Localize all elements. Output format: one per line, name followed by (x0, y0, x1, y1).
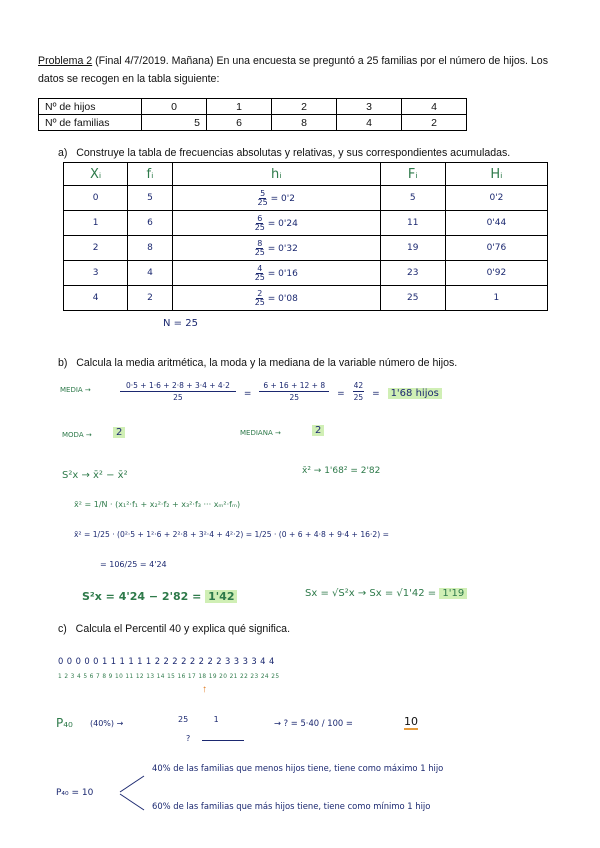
table-header-row (64, 163, 548, 186)
variance-result-value: 1'42 (205, 590, 237, 603)
cell-h (172, 261, 380, 286)
table-cell: 8 (272, 115, 337, 131)
frequency-table (63, 162, 548, 311)
cell-h (172, 211, 380, 236)
h-num: 2 (257, 288, 263, 298)
part-c-question (58, 620, 290, 638)
cell-H: 0'44 (445, 211, 547, 236)
cell-h (172, 236, 380, 261)
header-h: hᵢ (172, 163, 380, 186)
media-eq2-num: 6 + 16 + 12 + 8 (259, 380, 329, 392)
data-table (38, 98, 467, 131)
problem-intro-2: datos se recogen en la tabla siguiente: (38, 73, 220, 85)
table-cell: 6 (207, 115, 272, 131)
media-eq3-den: 25 (353, 393, 364, 402)
p40-meaning-1: 40% de las familias que menos hijos tiene, tiene como máximo 1 hijo (152, 763, 444, 773)
part-b-text: Calcula la media aritmética, la moda y la mediana de la variable número de hijos. (76, 357, 458, 369)
table-cell: Nº de hijos (39, 99, 142, 115)
x-squared-line: x̄² → 1'68² = 2'82 (302, 466, 381, 476)
cell-x: 4 (64, 286, 128, 311)
moda-label: MODA → (62, 431, 92, 439)
p40-meaning-2: 60% de las familias que más hijos tiene, tiene como mínimo 1 hijo (152, 801, 431, 811)
part-b-label: b) (58, 357, 68, 369)
sd-formula: Sx = √S²x → Sx = √1'42 = (305, 588, 437, 599)
media-label: MEDIA → (60, 386, 91, 394)
cell-f: 5 (128, 186, 173, 211)
cell-H: 1 (445, 286, 547, 311)
cell-f: 2 (128, 286, 173, 311)
cell-F: 23 (380, 261, 445, 286)
media-formula: $\frac{0\cdot 5 + 1\cdot 6 + 2\cdot 8 + 3\cdot 4 + 4\cdot 2}{25}$ = $\frac{6 + 16 + 12 + 8}{25}$ = $\frac{42}{25}$ = 1'68 hijos (120, 380, 442, 403)
problem-statement (38, 52, 578, 88)
table-row (64, 186, 548, 211)
h-den: 25 (254, 297, 265, 307)
cell-H: 0'92 (445, 261, 547, 286)
table-cell: 0 (142, 99, 207, 115)
table-row (64, 236, 548, 261)
p40-percent: (40%) → (90, 719, 124, 728)
h-den: 25 (254, 272, 265, 282)
part-a-text: Construye la tabla de frecuencias absolutas y relativas, y sus correspondientes acumuladas. (76, 147, 511, 159)
h-num: 4 (257, 263, 263, 273)
cell-h (172, 186, 380, 211)
part-c-text: Calcula el Percentil 40 y explica qué significa. (75, 623, 291, 635)
cell-H: 0'76 (445, 236, 547, 261)
p40-result: 10 (404, 715, 418, 728)
table-row (39, 115, 467, 131)
part-a-label: a) (58, 147, 68, 159)
table-cell: 5 (142, 115, 207, 131)
variance-result (82, 590, 237, 603)
variance-calc: x̄² = 1/25 · (0²·5 + 1²·6 + 2²·8 + 3²·4 + 4²·2) = 1/25 · (0 + 6 + 4·8 + 9·4 + 16·2) = (74, 530, 389, 539)
media-eq2-den: 25 (289, 393, 299, 402)
part-c-label: c) (58, 623, 67, 635)
problem-title: Problema 2 (38, 55, 93, 67)
sd-line (305, 588, 467, 599)
header-f: fᵢ (128, 163, 173, 186)
cell-F: 19 (380, 236, 445, 261)
h-num: 8 (257, 238, 263, 248)
part-a-question (58, 144, 510, 162)
variance-calc-2: = 106/25 = 4'24 (100, 560, 167, 569)
cell-F: 5 (380, 186, 445, 211)
cell-x: 2 (64, 236, 128, 261)
media-result: 1'68 hijos (388, 388, 442, 399)
h-num: 5 (260, 188, 266, 198)
header-H: Hᵢ (445, 163, 547, 186)
p40-marker-icon: ↑ (202, 684, 207, 695)
h-val: = 0'32 (267, 243, 298, 254)
h-val: = 0'2 (270, 193, 295, 204)
h-den: 25 (254, 247, 265, 257)
table-cell: 4 (337, 115, 402, 131)
header-x: Xᵢ (64, 163, 128, 186)
h-den: 25 (254, 222, 265, 232)
cell-F: 11 (380, 211, 445, 236)
table-row (64, 211, 548, 236)
table-cell: 2 (272, 99, 337, 115)
table-cell: 4 (402, 99, 467, 115)
variance-formula: x̄² = 1/N · (x₁²·f₁ + x₂²·f₂ + x₃²·f₃ ··· xₘ²·fₘ) (74, 500, 241, 509)
cell-h (172, 286, 380, 311)
h-val: = 0'24 (267, 218, 298, 229)
cell-f: 8 (128, 236, 173, 261)
table-cell: 1 (207, 99, 272, 115)
p40-rule-1: 25 1 (178, 715, 219, 724)
cell-x: 1 (64, 211, 128, 236)
h-den: 25 (257, 197, 268, 207)
p40-label: P₄₀ (56, 716, 73, 730)
table-cell: 3 (337, 99, 402, 115)
p40-rule-2: ? (186, 734, 191, 743)
cell-x: 3 (64, 261, 128, 286)
problem-intro-1: (Final 4/7/2019. Mañana) En una encuesta se preguntó a 25 familias por el número de hijos. Los (92, 55, 548, 67)
h-num: 6 (257, 213, 263, 223)
cell-f: 6 (128, 211, 173, 236)
h-val: = 0'08 (267, 293, 298, 304)
p40-meaning-lhs: P₄₀ = 10 (56, 788, 94, 798)
cell-f: 4 (128, 261, 173, 286)
table-row (64, 286, 548, 311)
sd-result: 1'19 (439, 588, 467, 599)
h-val: = 0'16 (267, 268, 298, 279)
header-F: Fᵢ (380, 163, 445, 186)
value-indices: 1 2 3 4 5 6 7 8 9 10 11 12 13 14 15 16 17 18 19 20 21 22 23 24 25 (58, 674, 280, 680)
moda-value: 2 (113, 427, 125, 438)
mediana-value: 2 (312, 425, 324, 436)
cell-H: 0'2 (445, 186, 547, 211)
table-cell: Nº de familias (39, 115, 142, 131)
table-row (39, 99, 467, 115)
table-cell: 2 (402, 115, 467, 131)
variance-definition: S²x → x̄² − x̄² (62, 470, 128, 481)
cell-x: 0 (64, 186, 128, 211)
table-row (64, 261, 548, 286)
n-total: N = 25 (163, 318, 198, 329)
media-eq3-num: 42 (353, 381, 364, 390)
variance-result-lhs: S²x = 4'24 − 2'82 = (82, 590, 202, 603)
sorted-values: 0 0 0 0 0 1 1 1 1 1 1 2 2 2 2 2 2 2 2 3 3 3 3 4 4 (58, 656, 275, 666)
brace-arrows-icon (118, 770, 148, 816)
media-den: 25 (173, 393, 183, 402)
cell-F: 25 (380, 286, 445, 311)
mediana-label: MEDIANA → (240, 429, 281, 437)
media-num: 0·5 + 1·6 + 2·8 + 3·4 + 4·2 (120, 380, 236, 392)
p40-calc: → ? = 5·40 / 100 = (274, 718, 353, 728)
p40-rule-line (202, 740, 244, 741)
part-b-question (58, 354, 457, 372)
